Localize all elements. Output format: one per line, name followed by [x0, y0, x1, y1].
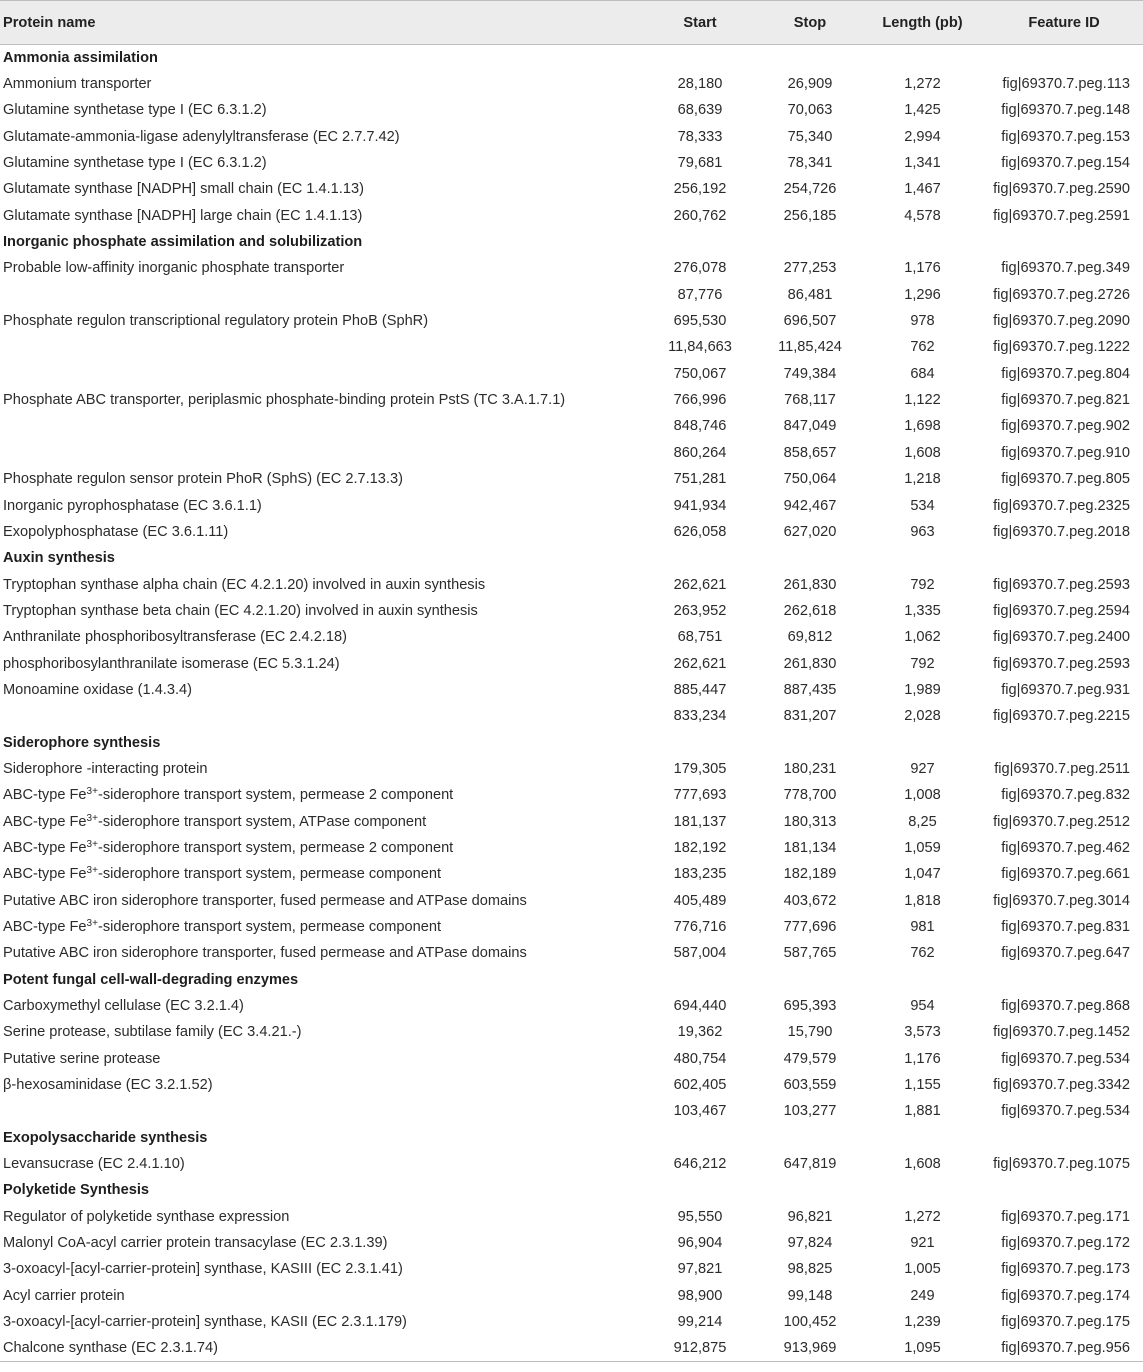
cell-feature-id: fig|69370.7.peg.647	[1001, 945, 1130, 962]
cell-protein-name: Carboxymethyl cellulase (EC 3.2.1.4)	[3, 998, 244, 1015]
cell-stop: 695,393	[783, 998, 837, 1015]
table-row	[0, 1230, 1143, 1256]
header-protein-name: Protein name	[0, 1, 640, 45]
header-start: Start	[640, 1, 760, 45]
header-stop: Stop	[760, 1, 860, 45]
section-title: Auxin synthesis	[3, 550, 115, 567]
cell-stop: 261,830	[783, 655, 837, 672]
cell-length: 1,176	[904, 260, 941, 277]
cell-start: 87,776	[677, 286, 723, 303]
cell-protein-name: Ammonium transporter	[3, 76, 152, 93]
cell-feature-id: fig|69370.7.peg.868	[1001, 998, 1130, 1015]
cell-protein-name: Phosphate regulon transcriptional regulatory protein PhoB (SphR)	[3, 313, 429, 330]
cell-start: 181,137	[673, 813, 727, 830]
cell-protein-name: Tryptophan synthase alpha chain (EC 4.2.1.20) involved in auxin synthesis	[3, 576, 486, 593]
cell-protein-name: Chalcone synthase (EC 2.3.1.74)	[0, 1335, 640, 1361]
cell-stop: 768,117	[784, 392, 836, 409]
cell-protein-name: Exopolyphosphatase (EC 3.6.1.11)	[3, 523, 229, 540]
section-title: Ammonia assimilation	[3, 49, 158, 66]
table-row	[0, 677, 1143, 703]
cell-stop: 887,435	[783, 681, 837, 698]
cell-length: 1,272	[904, 1208, 941, 1225]
table-row	[0, 203, 1143, 229]
cell-feature-id: fig|69370.7.peg.1075	[993, 1156, 1130, 1173]
cell-feature-id: fig|69370.7.peg.534	[1001, 1050, 1130, 1067]
cell-protein-name: β-hexosaminidase (EC 3.2.1.52)	[3, 1077, 213, 1094]
cell-feature-id: fig|69370.7.peg.2090	[993, 313, 1130, 330]
cell-length: 1,239	[904, 1314, 941, 1331]
cell-length: 1,176	[904, 1050, 941, 1067]
cell-protein-name: Putative ABC iron siderophore transporter, fused permease and ATPase domains	[3, 892, 527, 909]
cell-start: 96,904	[677, 1235, 723, 1252]
table-row	[0, 861, 1143, 887]
cell-protein-name	[0, 334, 640, 360]
cell-protein-name: phosphoribosylanthranilate isomerase (EC 5.3.1.24)	[3, 655, 340, 672]
cell-length: 981	[910, 919, 935, 936]
cell-length: 963	[910, 523, 935, 540]
cell-protein-name	[0, 914, 640, 940]
cell-protein-name	[0, 282, 640, 308]
cell-protein-name: Glutamate-ammonia-ligase adenylyltransferase (EC 2.7.7.42)	[3, 128, 400, 145]
cell-start: 480,754	[673, 1050, 727, 1067]
cell-feature-id: fig|69370.7.peg.175	[1001, 1314, 1130, 1331]
header-feature-id: Feature ID	[985, 1, 1143, 45]
section-title: Exopolysaccharide synthesis	[3, 1129, 208, 1146]
table-row	[0, 176, 1143, 202]
protein-name-superscript: 3+	[86, 838, 98, 850]
table-row	[0, 97, 1143, 123]
table-row	[0, 466, 1143, 492]
cell-start: 68,639	[677, 102, 723, 119]
cell-feature-id: fig|69370.7.peg.349	[1001, 260, 1130, 277]
table-row	[0, 440, 1143, 466]
section-title: Siderophore synthesis	[3, 734, 161, 751]
cell-feature-id: fig|69370.7.peg.832	[1001, 787, 1130, 804]
cell-stop: 103,277	[783, 1103, 837, 1120]
table-row	[0, 1151, 1143, 1177]
cell-start: 68,751	[677, 629, 723, 646]
cell-feature-id: fig|69370.7.peg.2215	[993, 708, 1130, 725]
cell-stop: 403,672	[783, 892, 837, 909]
cell-protein-name: Phosphate ABC transporter, periplasmic phosphate-binding protein PstS (TC 3.A.1.7.1)	[3, 392, 566, 409]
cell-protein-name: Putative ABC iron siderophore transporter, fused permease and ATPase domains	[3, 945, 527, 962]
cell-start: 646,212	[673, 1156, 727, 1173]
cell-stop: 847,049	[783, 418, 837, 435]
cell-stop: 99,148	[787, 1287, 833, 1304]
cell-length: 249	[910, 1287, 935, 1304]
header-length: Length (pb)	[860, 1, 985, 45]
cell-start: 19,362	[677, 1024, 723, 1041]
cell-length: 2,994	[904, 128, 941, 145]
cell-start: 602,405	[673, 1077, 727, 1094]
table-header	[0, 1, 1143, 45]
table-row	[0, 308, 1143, 334]
cell-stop: 262,618	[783, 602, 837, 619]
cell-length: 1,425	[904, 102, 941, 119]
cell-protein-name: Glutamate synthase [NADPH] small chain (EC 1.4.1.13)	[3, 181, 364, 198]
cell-protein-name	[0, 835, 640, 861]
cell-stop: 96,821	[787, 1208, 833, 1225]
cell-protein-name	[0, 782, 640, 808]
cell-stop: 749,384	[783, 365, 837, 382]
cell-stop: 15,790	[787, 1024, 833, 1041]
cell-protein-name	[0, 861, 640, 887]
cell-protein-name	[0, 1098, 640, 1124]
cell-stop: 942,467	[783, 497, 837, 514]
cell-feature-id: fig|69370.7.peg.2511	[994, 760, 1130, 777]
table-row	[0, 361, 1143, 387]
cell-protein-name	[0, 703, 640, 729]
cell-feature-id: fig|69370.7.peg.661	[1001, 866, 1130, 883]
cell-length: 792	[910, 576, 935, 593]
cell-start: 98,900	[677, 1287, 723, 1304]
cell-length: 534	[910, 497, 935, 514]
cell-start: 833,234	[673, 708, 727, 725]
cell-stop: 69,812	[787, 629, 833, 646]
cell-protein-name	[0, 440, 640, 466]
table-row	[0, 1283, 1143, 1309]
cell-length: 4,578	[904, 207, 941, 224]
cell-length: 1,122	[904, 392, 941, 409]
cell-start: 885,447	[673, 681, 727, 698]
cell-feature-id: fig|69370.7.peg.148	[1001, 102, 1130, 119]
cell-protein-name: Malonyl CoA-acyl carrier protein transacylase (EC 2.3.1.39)	[3, 1235, 388, 1252]
table-row	[0, 1019, 1143, 1045]
cell-feature-id: fig|69370.7.peg.2400	[993, 629, 1130, 646]
cell-stop: 261,830	[783, 576, 837, 593]
section-row	[0, 967, 1143, 993]
protein-name-superscript: 3+	[86, 786, 98, 798]
cell-length: 1,818	[904, 892, 941, 909]
protein-name-text: ABC-type Fe	[3, 919, 87, 936]
table-row	[0, 255, 1143, 281]
cell-protein-name: Tryptophan synthase beta chain (EC 4.2.1.20) involved in auxin synthesis	[3, 602, 478, 619]
cell-start: 78,333	[677, 128, 723, 145]
cell-start: 860,264	[673, 444, 727, 461]
cell-protein-name	[0, 361, 640, 387]
cell-feature-id: fig|69370.7.peg.2590	[993, 181, 1130, 198]
protein-name-suffix: -siderophore transport system, permease component	[97, 866, 442, 883]
table-row	[0, 150, 1143, 176]
table-row	[0, 1046, 1143, 1072]
protein-name-text: ABC-type Fe	[3, 866, 87, 883]
cell-length: 1,047	[904, 866, 941, 883]
cell-feature-id: fig|69370.7.peg.2593	[993, 655, 1130, 672]
protein-name-suffix: -siderophore transport system, permease 2 component	[97, 787, 454, 804]
protein-name-text: ABC-type Fe	[3, 787, 87, 804]
cell-start: 256,192	[673, 181, 727, 198]
cell-feature-id: fig|69370.7.peg.2726	[993, 286, 1130, 303]
section-title: Inorganic phosphate assimilation and solubilization	[3, 234, 363, 251]
table-body	[0, 45, 1143, 1362]
table-row	[0, 71, 1143, 97]
cell-length: 1,335	[904, 602, 941, 619]
header-row	[0, 1, 1143, 45]
cell-start: 182,192	[673, 839, 727, 856]
table-row	[0, 1098, 1143, 1124]
table-row	[0, 492, 1143, 518]
table-row	[0, 914, 1143, 940]
cell-feature-id: fig|69370.7.peg.462	[1001, 839, 1130, 856]
cell-start: 695,530	[673, 313, 727, 330]
table-row	[0, 413, 1143, 439]
cell-length: 3,573	[904, 1024, 941, 1041]
table-row	[0, 1204, 1143, 1230]
cell-start: 766,996	[673, 392, 727, 409]
cell-length: 1,608	[904, 1156, 941, 1173]
cell-protein-name: Monoamine oxidase (1.4.3.4)	[3, 681, 193, 698]
section-row	[0, 229, 1143, 255]
cell-protein-name: Putative serine protease	[3, 1050, 161, 1067]
cell-length: 1,155	[904, 1077, 941, 1094]
cell-protein-name: Glutamate synthase [NADPH] large chain (EC 1.4.1.13)	[3, 207, 363, 224]
cell-stop: 587,765	[783, 945, 837, 962]
cell-length: 1,881	[904, 1103, 941, 1120]
cell-length: 2,028	[904, 708, 941, 725]
cell-feature-id: fig|69370.7.peg.2325	[993, 497, 1130, 514]
section-title: Potent fungal cell-wall-degrading enzymes	[3, 971, 299, 988]
cell-length: 762	[910, 339, 935, 356]
cell-start: 276,078	[673, 260, 727, 277]
cell-feature-id: fig|69370.7.peg.956	[985, 1335, 1143, 1361]
table-row	[0, 387, 1143, 413]
cell-feature-id: fig|69370.7.peg.2512	[993, 813, 1130, 830]
cell-protein-name: 3-oxoacyl-[acyl-carrier-protein] synthase, KASIII (EC 2.3.1.41)	[3, 1261, 403, 1278]
cell-stop: 180,313	[783, 813, 837, 830]
cell-feature-id: fig|69370.7.peg.3342	[993, 1077, 1130, 1094]
cell-stop: 11,85,424	[778, 339, 842, 356]
cell-length: 927	[910, 760, 935, 777]
section-row	[0, 1177, 1143, 1203]
cell-start: 183,235	[673, 866, 727, 883]
cell-length: 1,005	[904, 1261, 941, 1278]
cell-protein-name: Inorganic pyrophosphatase (EC 3.6.1.1)	[3, 497, 262, 514]
table-row	[0, 835, 1143, 861]
table-row	[0, 993, 1143, 1019]
cell-start: 912,875	[640, 1335, 760, 1361]
cell-feature-id: fig|69370.7.peg.3014	[993, 892, 1130, 909]
cell-start: 103,467	[673, 1103, 727, 1120]
cell-start: 626,058	[673, 523, 727, 540]
cell-length: 1,218	[904, 471, 941, 488]
cell-length: 921	[910, 1235, 935, 1252]
cell-length: 792	[910, 655, 935, 672]
cell-stop: 70,063	[787, 102, 833, 119]
cell-feature-id: fig|69370.7.peg.821	[1001, 392, 1130, 409]
table-row	[0, 782, 1143, 808]
protein-name-superscript: 3+	[86, 812, 98, 824]
cell-feature-id: fig|69370.7.peg.2018	[993, 523, 1130, 540]
cell-start: 79,681	[677, 155, 723, 172]
cell-start: 260,762	[673, 207, 727, 224]
cell-protein-name: 3-oxoacyl-[acyl-carrier-protein] synthase, KASII (EC 2.3.1.179)	[3, 1314, 407, 1331]
cell-protein-name: Glutamine synthetase type I (EC 6.3.1.2)	[3, 102, 267, 119]
cell-feature-id: fig|69370.7.peg.2593	[993, 576, 1130, 593]
cell-start: 263,952	[673, 602, 727, 619]
cell-start: 776,716	[673, 919, 727, 936]
cell-feature-id: fig|69370.7.peg.2591	[993, 207, 1130, 224]
protein-name-suffix: -siderophore transport system, ATPase component	[97, 813, 427, 830]
cell-feature-id: fig|69370.7.peg.174	[1001, 1287, 1130, 1304]
cell-stop: 750,064	[783, 471, 837, 488]
cell-length: 1,059	[904, 839, 941, 856]
cell-feature-id: fig|69370.7.peg.831	[1001, 919, 1130, 936]
cell-length: 1,608	[904, 444, 941, 461]
cell-start: 777,693	[673, 787, 727, 804]
section-title: Polyketide Synthesis	[3, 1182, 149, 1199]
cell-stop: 858,657	[783, 444, 837, 461]
table-row	[0, 1309, 1143, 1335]
cell-feature-id: fig|69370.7.peg.173	[1001, 1261, 1130, 1278]
table-row	[0, 888, 1143, 914]
cell-start: 97,821	[677, 1261, 723, 1278]
cell-start: 262,621	[673, 576, 727, 593]
cell-stop: 831,207	[783, 708, 837, 725]
table-row	[0, 1335, 1143, 1361]
cell-stop: 603,559	[783, 1077, 837, 1094]
protein-name-text: ABC-type Fe	[3, 813, 87, 830]
protein-name-suffix: -siderophore transport system, permease 2 component	[97, 839, 454, 856]
table-row	[0, 703, 1143, 729]
table-row	[0, 124, 1143, 150]
cell-protein-name: Phosphate regulon sensor protein PhoR (SphS) (EC 2.7.13.3)	[3, 471, 403, 488]
section-row	[0, 729, 1143, 755]
section-row	[0, 45, 1143, 71]
cell-length: 978	[910, 313, 935, 330]
cell-length: 1,989	[904, 681, 941, 698]
section-row	[0, 545, 1143, 571]
cell-stop: 98,825	[787, 1261, 833, 1278]
protein-name-superscript: 3+	[86, 865, 98, 877]
cell-stop: 254,726	[783, 181, 837, 198]
table-row	[0, 598, 1143, 624]
cell-feature-id: fig|69370.7.peg.1222	[993, 339, 1130, 356]
cell-length: 1,008	[904, 787, 941, 804]
cell-stop: 913,969	[760, 1335, 860, 1361]
cell-protein-name: Acyl carrier protein	[3, 1287, 125, 1304]
cell-stop: 778,700	[783, 787, 837, 804]
cell-stop: 182,189	[783, 866, 837, 883]
cell-stop: 100,452	[783, 1314, 837, 1331]
table-row	[0, 808, 1143, 834]
cell-stop: 97,824	[787, 1235, 833, 1252]
cell-feature-id: fig|69370.7.peg.153	[1001, 128, 1130, 145]
cell-start: 848,746	[673, 418, 727, 435]
cell-start: 179,305	[673, 760, 727, 777]
table-row	[0, 756, 1143, 782]
table-row	[0, 650, 1143, 676]
cell-protein-name: Anthranilate phosphoribosyltransferase (EC 2.4.2.18)	[3, 629, 347, 646]
cell-stop: 627,020	[783, 523, 837, 540]
cell-feature-id: fig|69370.7.peg.113	[1002, 76, 1130, 93]
cell-start: 405,489	[673, 892, 727, 909]
cell-stop: 78,341	[787, 155, 833, 172]
cell-stop: 696,507	[783, 313, 837, 330]
cell-length: 1,095	[860, 1335, 985, 1361]
protein-name-text: ABC-type Fe	[3, 839, 87, 856]
cell-feature-id: fig|69370.7.peg.172	[1001, 1235, 1130, 1252]
cell-feature-id: fig|69370.7.peg.171	[1001, 1208, 1130, 1225]
cell-start: 99,214	[677, 1314, 723, 1331]
table-row	[0, 571, 1143, 597]
cell-feature-id: fig|69370.7.peg.534	[1001, 1103, 1130, 1120]
cell-feature-id: fig|69370.7.peg.804	[1001, 365, 1130, 382]
cell-start: 11,84,663	[668, 339, 732, 356]
cell-feature-id: fig|69370.7.peg.931	[1001, 681, 1130, 698]
cell-protein-name: Glutamine synthetase type I (EC 6.3.1.2)	[3, 155, 267, 172]
cell-start: 95,550	[677, 1208, 723, 1225]
section-row	[0, 1125, 1143, 1151]
cell-stop: 256,185	[783, 207, 837, 224]
cell-length: 684	[910, 365, 935, 382]
cell-protein-name: Regulator of polyketide synthase expression	[3, 1208, 290, 1225]
protein-name-superscript: 3+	[86, 918, 98, 930]
cell-start: 750,067	[673, 365, 727, 382]
cell-length: 1,296	[904, 286, 941, 303]
cell-start: 694,440	[673, 998, 727, 1015]
cell-stop: 277,253	[783, 260, 837, 277]
table-row	[0, 519, 1143, 545]
cell-start: 941,934	[673, 497, 727, 514]
table-row	[0, 282, 1143, 308]
cell-stop: 75,340	[787, 128, 833, 145]
cell-protein-name	[0, 413, 640, 439]
cell-protein-name: Siderophore -interacting protein	[3, 760, 208, 777]
cell-feature-id: fig|69370.7.peg.1452	[993, 1024, 1130, 1041]
cell-stop: 181,134	[783, 839, 837, 856]
cell-stop: 86,481	[787, 286, 833, 303]
cell-feature-id: fig|69370.7.peg.902	[1001, 418, 1130, 435]
cell-length: 1,341	[904, 155, 941, 172]
cell-feature-id: fig|69370.7.peg.805	[1001, 471, 1130, 488]
cell-protein-name: Serine protease, subtilase family (EC 3.4.21.-)	[3, 1024, 302, 1041]
cell-length: 954	[910, 998, 935, 1015]
cell-start: 262,621	[673, 655, 727, 672]
cell-protein-name	[0, 808, 640, 834]
cell-length: 8,25	[908, 813, 937, 830]
cell-length: 762	[910, 945, 935, 962]
cell-stop: 180,231	[783, 760, 837, 777]
cell-stop: 647,819	[783, 1156, 837, 1173]
cell-start: 587,004	[673, 945, 727, 962]
table-row	[0, 1256, 1143, 1282]
cell-feature-id: fig|69370.7.peg.910	[1001, 444, 1130, 461]
cell-length: 1,062	[904, 629, 941, 646]
cell-feature-id: fig|69370.7.peg.154	[1001, 155, 1130, 172]
cell-start: 28,180	[677, 76, 723, 93]
table-row	[0, 1072, 1143, 1098]
table-row	[0, 940, 1143, 966]
cell-stop: 26,909	[787, 76, 833, 93]
cell-stop: 777,696	[783, 919, 837, 936]
table-row	[0, 334, 1143, 360]
cell-length: 1,272	[904, 76, 941, 93]
protein-name-suffix: -siderophore transport system, permease component	[97, 919, 442, 936]
cell-stop: 479,579	[783, 1050, 837, 1067]
table-row	[0, 624, 1143, 650]
cell-length: 1,467	[904, 181, 941, 198]
cell-feature-id: fig|69370.7.peg.2594	[993, 602, 1130, 619]
cell-protein-name: Levansucrase (EC 2.4.1.10)	[3, 1156, 185, 1173]
cell-length: 1,698	[904, 418, 941, 435]
cell-protein-name: Probable low-affinity inorganic phosphate transporter	[3, 260, 345, 277]
cell-start: 751,281	[673, 471, 727, 488]
